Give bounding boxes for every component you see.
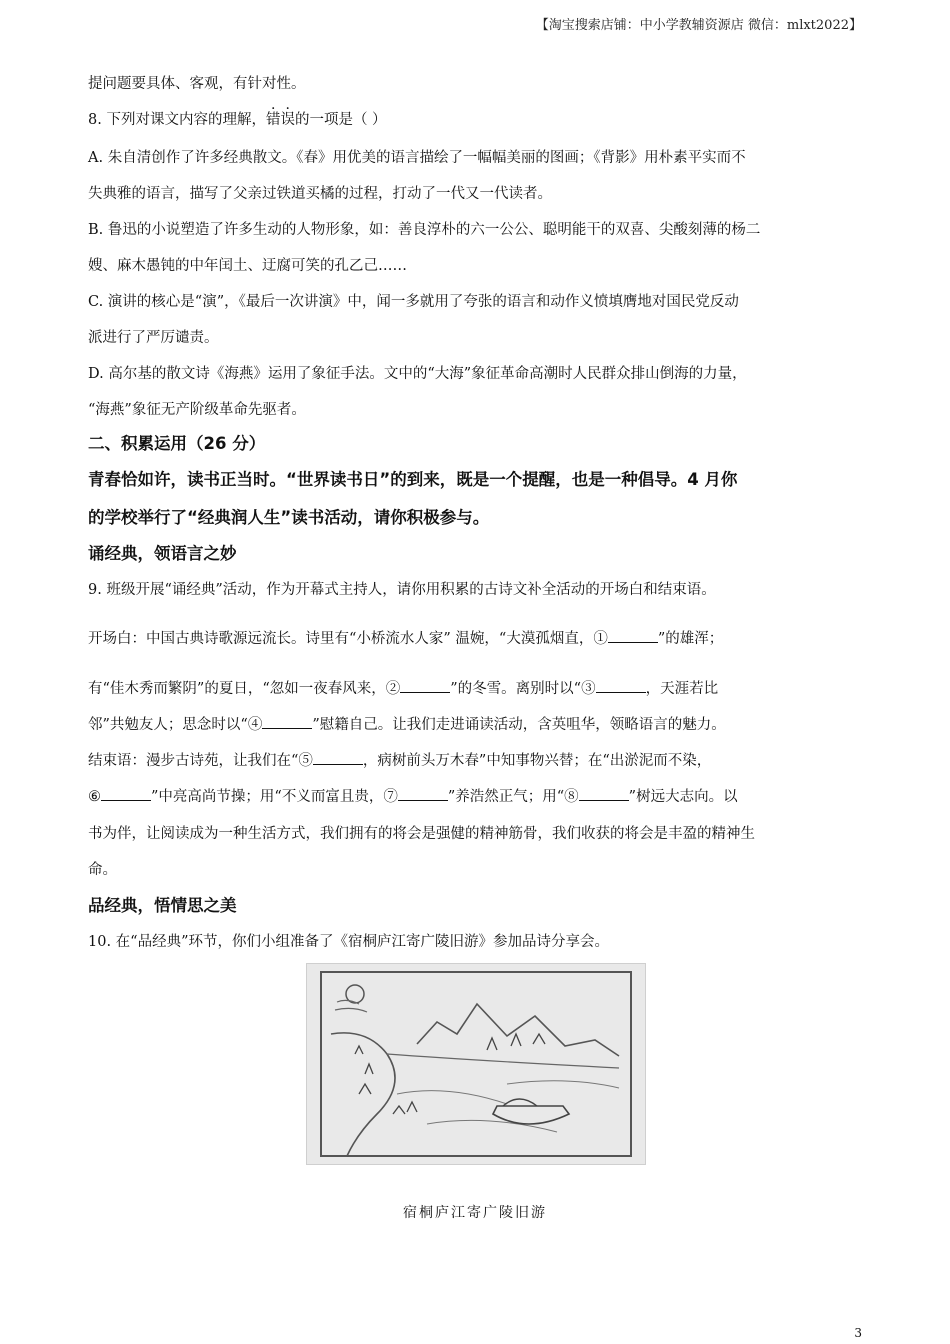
answer-blank-7[interactable] [398, 786, 448, 801]
option-b-cont: 嫂、麻木愚钝的中年闰土、迂腐可笑的孔乙己…… [88, 258, 407, 274]
page-header: 【淘宝搜索店铺：中小学教辅资源店 微信：mlxt2022】 [535, 18, 862, 33]
text-span: ”的雄浑； [657, 631, 724, 647]
option-c: C. 演讲的核心是“演”，《最后一次讲演》中，闻一多就用了夸张的语言和动作义愤填膺地对国民党反动 [88, 294, 739, 310]
question-10: 10. 在“品经典”环节，你们小组准备了《宿桐庐江寄广陵旧游》参加品诗分享会。 [88, 934, 609, 950]
text-span: ”的冬雪。离别时以“③ [450, 681, 596, 697]
subheading-appreciate: 品经典，悟情思之美 [88, 896, 237, 915]
closing-line-3: 书为伴，让阅读成为一种生活方式，我们拥有的将会是强健的精神筋骨，我们收获的将会是丰盈的精神生 [88, 826, 755, 842]
text-span: 有“佳木秀而繁阴”的夏日，“忽如一夜春风来，② [88, 681, 401, 697]
opening-line-1 [88, 628, 723, 649]
text-span: ”树远大志向。以 [628, 789, 738, 805]
question-text: 的一项是（ ） [294, 112, 387, 128]
subheading-recite: 诵经典，领语言之妙 [88, 544, 237, 563]
opening-line-2 [88, 678, 718, 699]
text-span: 邻”共勉友人；思念时以“④ [88, 717, 263, 733]
page-number: 3 [854, 1326, 862, 1340]
emphasis-char: 错 [265, 112, 281, 128]
emphasis-char: 误 [280, 112, 295, 128]
closing-line-4: 命。 [88, 862, 117, 878]
option-a: A. 朱自清创作了许多经典散文。《春》用优美的语言描绘了一幅幅美丽的图画；《背影》用朴素平实而不 [88, 150, 746, 166]
question-9: 9. 班级开展“诵经典”活动，作为开幕式主持人，请你用积累的古诗文补全活动的开场白和结束语。 [88, 582, 716, 598]
closing-line-1 [88, 750, 711, 771]
text-span: 结束语：漫步古诗苑，让我们在“⑤ [88, 753, 313, 769]
section-heading: 二、积累运用（26 分） [88, 434, 266, 453]
intro-text-cont: 的学校举行了“经典润人生”读书活动，请你积极参与。 [88, 508, 490, 527]
question-8 [88, 110, 387, 130]
option-a-cont: 失典雅的语言，描写了父亲过铁道买橘的过程，打动了一代又一代读者。 [88, 186, 552, 202]
answer-blank-2[interactable] [400, 678, 450, 693]
option-d: D. 高尔基的散文诗《海燕》运用了象征手法。文中的“大海”象征革命高潮时人民群众排山倒海的力量， [88, 366, 747, 382]
opening-line-3 [88, 714, 726, 735]
answer-blank-1[interactable] [608, 628, 658, 643]
option-d-cont: “海燕”象征无产阶级革命先驱者。 [88, 402, 306, 418]
answer-blank-3[interactable] [596, 678, 646, 693]
text-line: 提问题要具体、客观，有针对性。 [88, 76, 306, 92]
text-span: ，病树前头万木春”中知事物兴替；在“出淤泥而不染， [362, 753, 712, 769]
option-c-cont: 派进行了严厉谴责。 [88, 330, 219, 346]
question-text: 8. 下列对课文内容的理解， [88, 112, 266, 128]
text-span: ”慰籍自己。让我们走进诵读活动，含英咀华，领略语言的魅力。 [312, 717, 726, 733]
landscape-sketch-icon [307, 964, 645, 1164]
text-span: 开场白：中国古典诗歌源远流长。诗里有“小桥流水人家” 温婉，“大漠孤烟直，① [88, 631, 608, 647]
intro-text: 青春恰如许，读书正当时。“世界读书日”的到来，既是一个提醒，也是一种倡导。4 月你 [88, 470, 738, 489]
answer-blank-4[interactable] [262, 714, 312, 729]
answer-blank-8[interactable] [579, 786, 629, 801]
text-span: ⑥ [88, 789, 101, 805]
closing-line-2 [88, 786, 738, 807]
figure-caption: 宿桐庐江寄广陵旧游 [403, 1205, 547, 1221]
answer-blank-5[interactable] [313, 750, 363, 765]
option-b: B. 鲁迅的小说塑造了许多生动的人物形象，如：善良淳朴的六一公公、聪明能干的双喜、尖酸刻薄的杨二 [88, 222, 761, 238]
text-span: ，天涯若比 [645, 681, 719, 697]
text-span: ”中亮高尚节操；用“不义而富且贵，⑦ [151, 789, 398, 805]
answer-blank-6[interactable] [101, 786, 151, 801]
text-span: ”养浩然正气；用“⑧ [447, 789, 579, 805]
poem-illustration [306, 963, 646, 1165]
